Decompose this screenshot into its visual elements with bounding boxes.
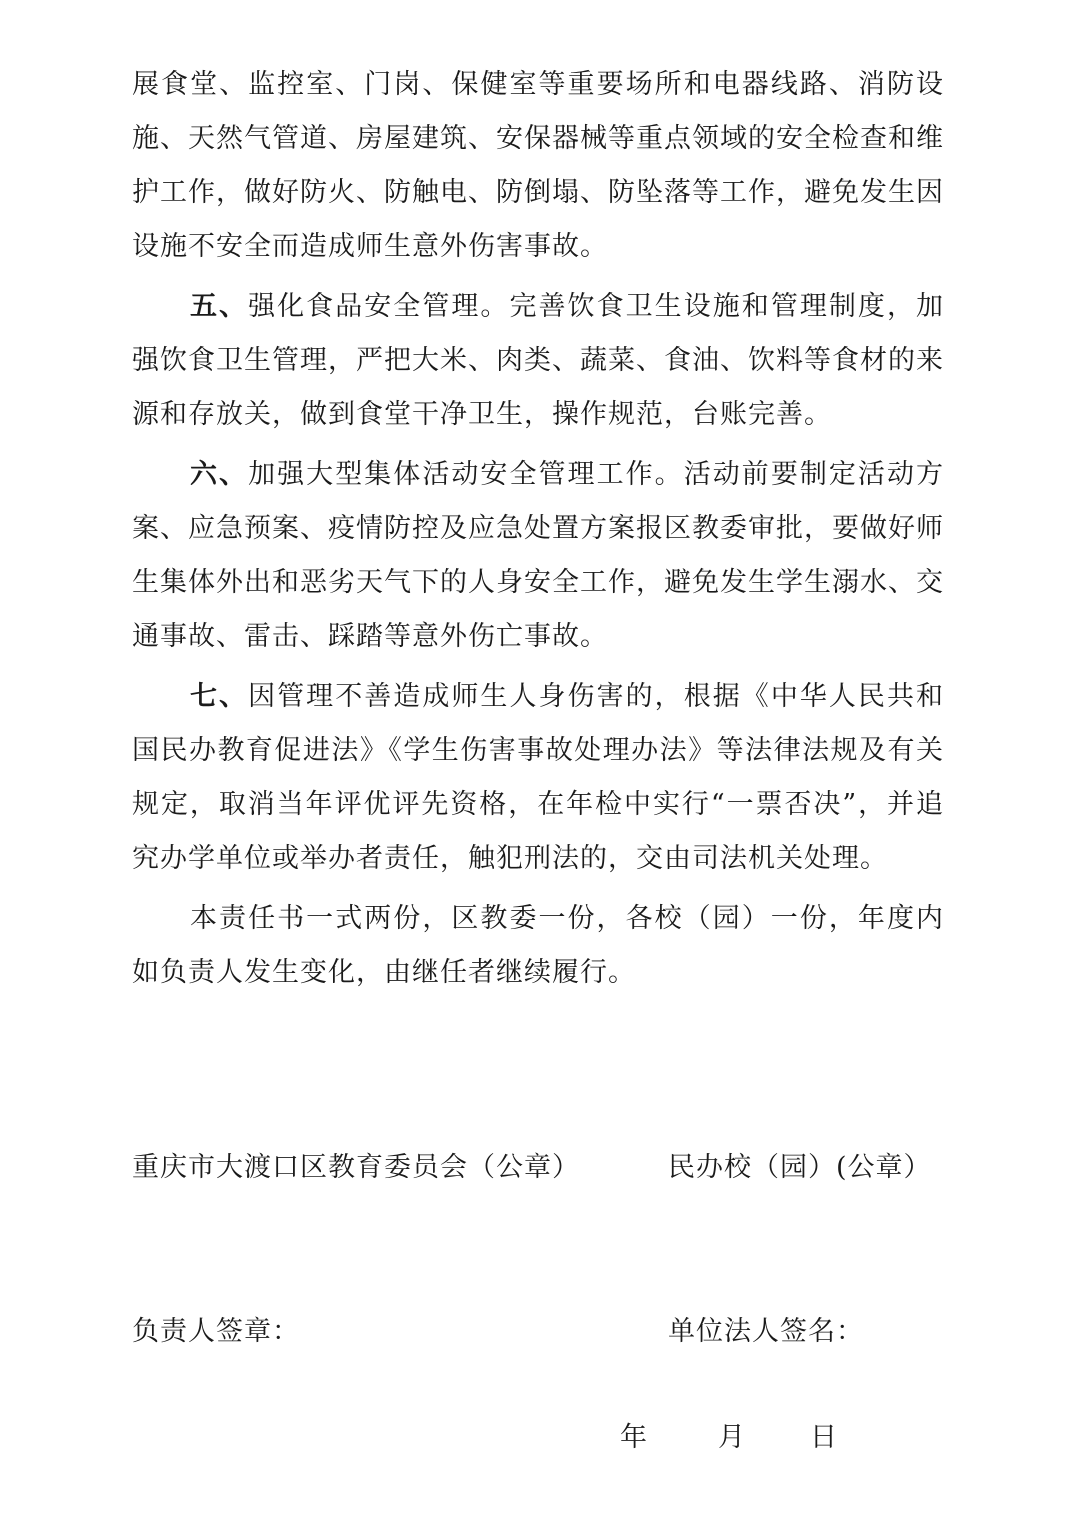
date-year-label: 年 bbox=[620, 1422, 647, 1453]
paragraph-seven bbox=[132, 670, 944, 886]
paragraph-six bbox=[132, 448, 944, 664]
paragraph-copies bbox=[132, 892, 944, 1000]
paragraph-lead: 五、 bbox=[190, 291, 249, 322]
body-text bbox=[132, 58, 944, 1006]
legal-person-signature-label: 单位法人签名： bbox=[668, 1316, 864, 1347]
paragraph-text: 展食堂、监控室、门岗、保健室等重要场所和电器线路、消防设施、天然气管道、房屋建筑、安保器械等重点领域的安全检查和维护工作，做好防火、防触电、防倒塌、防坠落等工作，避免发生因设施不安全而造成师生意外伤害事故。 bbox=[132, 69, 944, 262]
date-month-label: 月 bbox=[718, 1422, 745, 1453]
paragraph-continuation bbox=[132, 58, 944, 274]
paragraph-text: 本责任书一式两份，区教委一份，各校（园）一份，年度内如负责人发生变化，由继任者继续履行。 bbox=[132, 903, 944, 988]
paragraph-lead: 六、 bbox=[190, 459, 249, 490]
education-committee-seal-label: 重庆市大渡口区教育委员会（公章） bbox=[132, 1152, 580, 1183]
responsible-person-signature-label: 负责人签章： bbox=[132, 1316, 300, 1347]
date-day-label: 日 bbox=[810, 1422, 837, 1453]
paragraph-five bbox=[132, 280, 944, 442]
paragraph-text: 强化食品安全管理。完善饮食卫生设施和管理制度，加强饮食卫生管理，严把大米、肉类、蔬菜、食油、饮料等食材的来源和存放关，做到食堂干净卫生，操作规范，台账完善。 bbox=[132, 291, 945, 430]
paragraph-text: 加强大型集体活动安全管理工作。活动前要制定活动方案、应急预案、疫情防控及应急处置方案报区教委审批，要做好师生集体外出和恶劣天气下的人身安全工作，避免发生学生溺水、交通事故、雷击、踩踏等意外伤亡事故。 bbox=[132, 459, 945, 652]
paragraph-lead: 七、 bbox=[190, 681, 249, 712]
paragraph-text: 因管理不善造成师生人身伤害的，根据《中华人民共和国民办教育促进法》《学生伤害事故处理办法》等法律法规及有关规定，取消当年评优评先资格，在年检中实行“一票否决”，并追究办学单位或举办者责任，触犯刑法的，交由司法机关处理。 bbox=[132, 681, 945, 874]
school-seal-label: 民办校（园）(公章） bbox=[668, 1152, 932, 1183]
